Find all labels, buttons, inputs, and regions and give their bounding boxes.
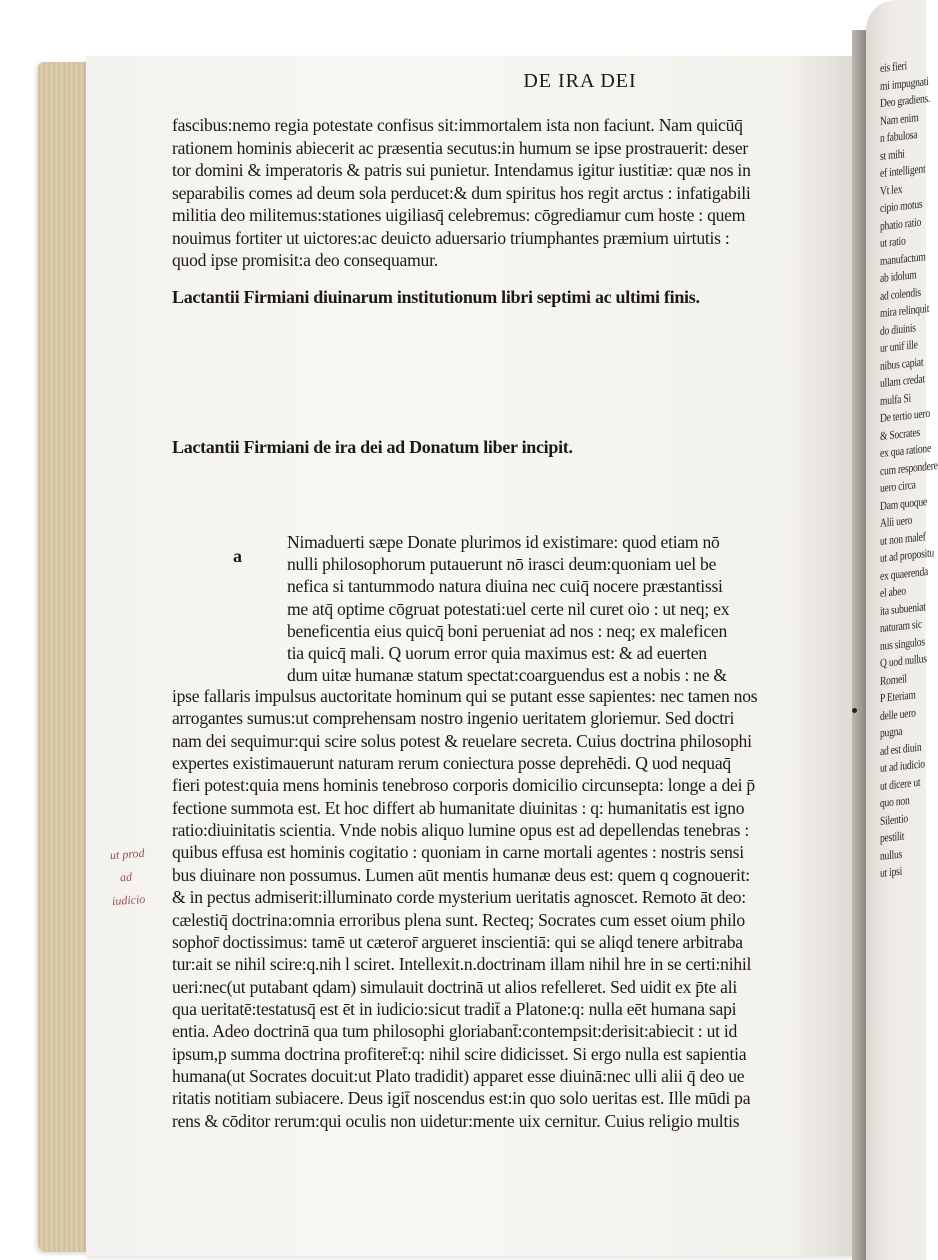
text-line: rationem hominis abiecerit ac præsentia secutus:in humum se ipse prostrauerit: deser bbox=[172, 137, 749, 158]
text-line: nam dei sequimur:qui scire solus potest & reuelare secreta. Cuius doctrina philosophi bbox=[172, 730, 752, 751]
facing-text-line: ef intelligent bbox=[880, 161, 926, 180]
facing-text-line: Q uod nullus bbox=[880, 651, 927, 670]
margin-note: ut prod bbox=[109, 845, 145, 863]
text-line: quibus effusa est hominis cogitatio : quoniam in carne mortali agentes : nostris sensi bbox=[172, 842, 744, 863]
facing-text-line: nullus bbox=[880, 846, 903, 863]
facing-text-line: eis fieri bbox=[880, 58, 907, 75]
text-line: nulli philosophorum putauerunt nō irasci deum:quoniam uel be bbox=[287, 554, 717, 575]
facing-text-line: Romeil bbox=[880, 670, 907, 688]
text-line: me atq̄ optime cōgruat potestati:uel certe nil curet oio : ut neq; ex bbox=[287, 598, 730, 619]
text-line: humana(ut Socrates docuit:ut Plato tradidit) apparet esse diuinā:nec ulli alii q̄ deo ue bbox=[172, 1065, 745, 1086]
facing-text-line: delle uero bbox=[880, 704, 916, 723]
facing-text-line: P Eteriam bbox=[880, 687, 916, 705]
facing-text-line: ut ipsi bbox=[880, 863, 903, 880]
facing-text-line: ullam credat bbox=[880, 371, 925, 390]
facing-text-line: st mihi bbox=[880, 145, 905, 163]
text-line: separabilis comes ad deum sola perducet:& dum spiritus hos regit arctus : infatigabili bbox=[172, 182, 751, 203]
facing-text-line: ur unif ille bbox=[880, 337, 918, 355]
facing-text-line: phatio ratio bbox=[880, 214, 922, 233]
facing-page bbox=[866, 0, 938, 1260]
facing-text-line: nus singulos bbox=[880, 633, 925, 653]
text-line: tia quicq̄ mali. Q uorum error quia maximus est: & ad euerten bbox=[287, 643, 707, 663]
facing-text-line: ut ratio bbox=[880, 233, 906, 250]
incipit-heading: Lactantii Firmiani de ira dei ad Donatum liber incipit. bbox=[172, 437, 573, 457]
margin-note: ad bbox=[119, 869, 133, 885]
facing-text-line: ut dicere ut bbox=[880, 774, 921, 793]
facing-text-line: cipio motus bbox=[880, 196, 923, 215]
facing-text-line: Alii uero bbox=[880, 512, 913, 530]
facing-text-line: ex qua ratione bbox=[880, 440, 932, 460]
facing-text-line: el abeo bbox=[880, 583, 906, 600]
text-line: quod ipse promisit:a deo consequamur. bbox=[172, 250, 438, 270]
facing-text-line: ut ad iudicio bbox=[880, 756, 925, 775]
text-line: militia deo militemus:stationes uigiliasq̄ celebremus: cōgrediamur cum hoste : quem bbox=[172, 205, 746, 225]
text-line: ipse fallaris impulsus auctoritate hominum qui se putant esse sapientes: nec tamen nos bbox=[172, 686, 758, 706]
facing-text-line: cum respondere bbox=[880, 457, 938, 478]
facing-text-line: Deo gradiens. bbox=[880, 90, 931, 110]
facing-page-text bbox=[880, 55, 938, 883]
text-line: rens & cōditor rerum:qui oculis non uidetur:mente uix cernitur. Cuius religio multis bbox=[172, 1110, 740, 1131]
facing-text-line: ut ad propositu bbox=[880, 545, 934, 565]
text-line: fascibus:nemo regia potestate confisus sit:immortalem ista non faciunt. Nam quicūq̄ bbox=[172, 115, 743, 135]
facing-text-line: Silentio bbox=[880, 810, 908, 828]
edge-dot bbox=[852, 708, 857, 713]
facing-text-line: quo non bbox=[880, 792, 910, 810]
facing-text-line: mi impugnati bbox=[880, 73, 929, 93]
facing-text-line: & Socrates bbox=[880, 424, 920, 443]
facing-text-line: pestilit bbox=[880, 828, 905, 845]
signature-mark: a bbox=[233, 546, 242, 566]
text-line: entia. Adeo doctrinā qua tum philosophi gloriabant̄:contempsit:derisit:abiecit : ut id bbox=[172, 1021, 738, 1042]
facing-text-line: ad est diuin bbox=[880, 739, 922, 758]
text-line: fectione summota est. Et hoc differt ab humanitate diuinitas : q: humanitatis est igno bbox=[172, 797, 745, 818]
facing-text-line: uero circa bbox=[880, 477, 916, 495]
facing-text-line: Nam enim bbox=[880, 109, 919, 128]
facing-text-line: ad colendis bbox=[880, 284, 921, 303]
facing-text-line: De tertio uero bbox=[880, 405, 930, 425]
facing-text-line: n fabulosa bbox=[880, 127, 918, 145]
facing-text-line: nibus capiat bbox=[880, 353, 924, 373]
margin-note: iudicio bbox=[111, 891, 146, 909]
running-head: DE IRA DEI bbox=[523, 70, 637, 92]
facing-text-line: ita subueniat bbox=[880, 598, 926, 618]
facing-text-line: pugna bbox=[880, 723, 903, 740]
text-line: beneficentia eius quicq̄ boni perueniat ad nos : neq; ex maleficen bbox=[287, 620, 728, 641]
facing-text-line: mira relinquit bbox=[880, 300, 930, 320]
text-line: dum uitæ humanæ statum spectat:coarguendus est a nobis : ne & bbox=[287, 665, 727, 686]
text-line: bus diuinare non possumus. Lumen aūt mentis humanæ deus est: quem q cognouerit: bbox=[172, 864, 750, 885]
page-edges bbox=[38, 62, 90, 1252]
text-line: sophor̄ doctissimus: tamē ut cæteror̄ argueret inscientiā: qui se aliqd tenere arbitraba bbox=[172, 931, 743, 952]
text-line: expertes existimauerunt naturam rerum coniectura posse deprehēdi. Q uod nequaq̄ bbox=[172, 753, 731, 774]
facing-text-line: Vt lex bbox=[880, 181, 903, 198]
text-line: cælestiq̄ doctrina:omnia erroribus plena sunt. Recteq; Socrates cum esset oium philo bbox=[172, 909, 745, 930]
facing-text-line: naturam sic bbox=[880, 616, 922, 635]
facing-text-line: ut non malef bbox=[880, 528, 926, 548]
explicit-heading: Lactantii Firmiani diuinarum institutionum libri septimi ac ultimi finis. bbox=[172, 287, 700, 307]
text-line: Nimaduerti sæpe Donate plurimos id existimare: quod etiam nō bbox=[287, 532, 720, 552]
text-line: arrogantes sumus:ut comprehensam nostro ingenio ueritatem gloriemur. Sed doctri bbox=[172, 708, 735, 729]
text-line: ratio:diuinitatis scientia. Vnde nobis aliquo lumine opus est ad depellendas tenebras : bbox=[172, 820, 749, 841]
text-line: ueri:nec(ut putabant qdam) simulauit doctrinā ut alios refelleret. Sed uidit ex p̄te ali bbox=[172, 976, 738, 997]
text-line: fieri potest:quia mens hominis tenebroso corporis domicilio circunsepta: longe a dei p̄ bbox=[172, 775, 755, 796]
text-line: ritatis notitiam subiacere. Deus igit̄ noscendus est:in quo solo ueritas est. Ille mūdi pa bbox=[172, 1088, 751, 1109]
text-line: ipsum,p summa doctrina profiteret̄:q: nihil scire didicisset. Si ergo nulla est sapientia bbox=[172, 1043, 747, 1064]
text-line: nefica si tantummodo natura diuina nec cuiq̄ nocere præstantissi bbox=[287, 576, 723, 597]
facing-text-line: do diuinis bbox=[880, 319, 916, 338]
text-line: tur:ait se nihil scire:q.nih l sciret. Intellexit.n.doctrinam illam nihil hre in se certi:nihil bbox=[172, 954, 752, 975]
facing-text-line: ab idolum bbox=[880, 267, 917, 285]
facing-text-line: Dam quoque bbox=[880, 493, 927, 513]
text-line: tor domini & imperatoris & patris sui punietur. Intendamus igitur iustitiæ: quæ nos in bbox=[172, 160, 751, 180]
text-line: nouimus fortiter ut uictores:ac deuicto aduersario triumphantes præmium uirtutis : bbox=[172, 227, 730, 248]
text-line: & in pectus admiserit:illuminato corde mysterium ueritatis agnoscet. Remoto āt deo: bbox=[172, 887, 746, 908]
facing-text-line: ex quaerenda bbox=[880, 563, 929, 583]
facing-text-line: mulfa Si bbox=[880, 390, 911, 408]
facing-text-line: manufactum bbox=[880, 248, 926, 268]
text-line: qua ueritatē:testatusq̄ est ēt in iudicio:sicut tradit̄ a Platone:q: nulla eēt humana sapi bbox=[172, 998, 737, 1019]
